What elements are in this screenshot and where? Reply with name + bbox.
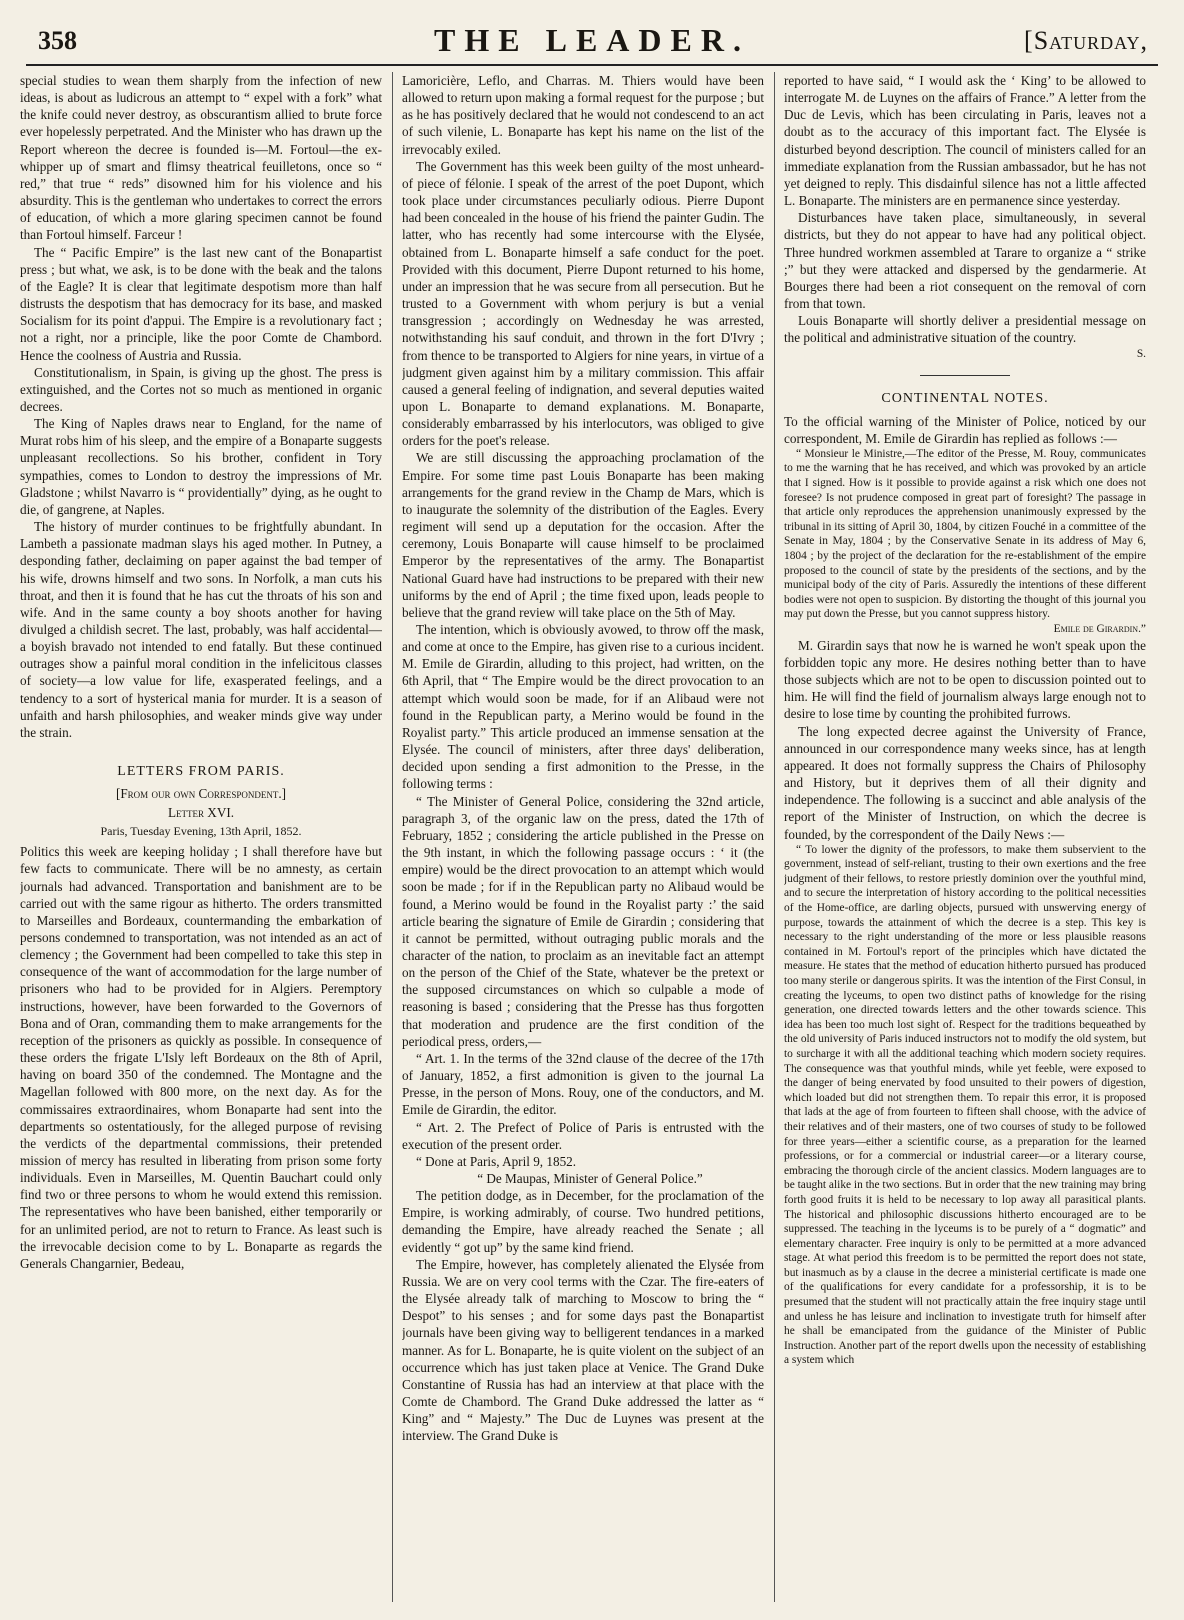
column-3 <box>784 72 1146 1602</box>
paragraph: reported to have said, “ I would ask the ‘ King’ to be allowed to interrogate M. de Luynes on the affairs of France.” A letter from the Duc de Levis, which has been circulating in Paris, leaves not a doubt as to the accuracy of this important fact. The Elysée is disturbed beyond description. The council of ministers called for an immediate explanation from the Russian ambassador, but he has not yet deigned to reply. This disdainful silence has not a little affected L. Bonaparte. The ministers are en permanence since yesterday. <box>784 73 1146 209</box>
paragraph: special studies to wean them sharply from the infection of new ideas, is about as ludicrous an attempt to “ expel with a fork” what the knife could never destroy, as obscurantism allied to brute force ever hopelessly perpetrated. And the Minister who has drawn up the Report whereon the decree is founded is—M. Fortoul—the ex-whipper up of smart and flimsy theatrical feuilletons, once so “ red,” that true “ reds” disowned him for his violence and his absurdity. This is the gentleman who undertakes to correct the errors of education, of which a more glaring specimen cannot be found than Fortoul himself. Farceur ! <box>20 73 382 243</box>
paragraph: The long expected decree against the University of France, announced in our correspondence many weeks since, has at length appeared. It does not formally suppress the Chairs of Philosophy and History, but it deprives them of all their dignity and independence. The following is a succinct and able analysis of the report of the Minister of Instruction, on which the decree is founded, by the correspondent of the Daily News :— <box>784 723 1146 842</box>
column-divider <box>774 72 775 1602</box>
paragraph: The “ Pacific Empire” is the last new cant of the Bonapartist press ; but what, we ask, is to be done with the beak and the talons of the Eagle? It is clear that legitimate despotism more than half distrusts the despotism that has democracy for its base, and masked Socialism for its point d'appui. The Empire is a revolutionary fact ; not a right, nor a principle, like the poor Comte de Chambord. Hence the coolness of Austria and Russia. <box>20 244 382 363</box>
paragraph: Constitutionalism, in Spain, is giving up the ghost. The press is extinguished, and the Cortes not so much as mentioned in organic decrees. <box>20 364 382 414</box>
paragraph: Louis Bonaparte will shortly deliver a presidential message on the political and administrative situation of the country. <box>784 313 1146 346</box>
paragraph: The intention, which is obviously avowed, to throw off the mask, and come at once to the Empire, has given rise to a curious incident. M. Emile de Girardin, alluding to this project, had written, on the 6th April, that “ The Empire would be the direct provocation to an attempt which would soon be made, for if an Alibaud were not found in the Republican party, a Merino would be found in the Royalist party.” This article produced an immense sensation at the Elysée. The council of ministers, after three days' deliberation, decided upon sending a first admonition to the Presse, in the following terms : <box>402 622 764 792</box>
paragraph: The history of murder continues to be frightfully abundant. In Lambeth a passionate madman slays his aged mother. In Putney, a desponding father, declaiming on paper against the bad temper of his wife, drowns himself and two sons. In Norfolk, a man cuts his throat, and then it is found that he has cut the throats of his son and wife. And in the same county a boy shoots another for having divulged a childish secret. The last, probably, was half accidental—a boyish bravado not intended to end fatally. But these continued outrages show a painful moral condition in the infelicitous classes of society—a low value for life, exasperated feelings, and a tendency to a sort of hysterical mania for murder. It is a season of unfaith and harsh philosophies, and weaker minds give way under the strain. <box>20 519 382 740</box>
paragraph: Disturbances have taken place, simultaneously, in several districts, but they do not appear to have had any political object. Three hundred workmen assembled at Tarare to organize a “ strike ;” but they were attacked and dispersed by the gendarmerie. At Bourges there had been a riot consequent on the removal of corn from that town. <box>784 210 1146 312</box>
separator-rule <box>920 375 1010 376</box>
quoted-report: “ To lower the dignity of the professors, to make them subservient to the government, instead of self-reliant, trusting to their own exertions and the free judgment of their fellows, to restore priestly dominion over the youthful mind, and to secure the interpretation of history according to the political necessities of the Home-office, are darling objects, pursued with unswerving energy of purpose, towards the attainment of which the decree is a step. This key is necessary to the right understanding of the more or less plausible reasons contained in M. Fortoul's report of the principles which have dictated the measure. He states that the method of education hitherto pursued has produced too many sterile or dangerous spirits. It was the intention of the First Consul, in creating the lyceums, to open two distinct paths of knowledge for the rising generation, one directed towards letters and the other towards science. This idea has been too much lost sight of. Respect for the traditions bequeathed by the old university of Paris induced instructors not to modify the old system, but to surcharge it with all the additional teaching which modern society requires. The consequence was that youthful minds, while yet feeble, were exposed to the danger of being enervated by food unsuited to their powers of digestion, which loaded but did not strengthen them. To repair this error, it is proposed that lads at the age of from fourteen to fifteen shall choose, with the advice of their relatives and of their masters, one of two courses of study to be followed for three years—either a scientific course, as a preparation for the learned professions, or for a commercial or industrial career—or a literary course, embracing the thorough circle of the ancient classics. Modern languages are to be taught alike in the two sections. But in order that the new training may bring forth good fruits it is held to be necessary to lop away all parasitical plants. The historical and philosophic discussions hitherto encouraged are to be suppressed. The teaching in the lyceums is to be purely of a “ dogmatic” and elementary character. Free inquiry is only to be permitted at a more advanced stage. At what period this freedom is to be permitted the report does not state, but inasmuch as by a clause in the decree a ministerial certificate is made one of the qualifications for every candidate for a professorship, it is to be presumed that the student will not practically attain the free inquiry stage until and unless he has leisure and inclination to investigate truth for himself after he shall be emancipated from the guidance of the Minister of Public Instruction. Another part of the report dwells upon the necessity of establishing a system which <box>784 843 1146 1367</box>
section-subheading: [From our own Correspondent.] <box>115 786 287 802</box>
issue-day: [Saturday, <box>1024 26 1148 55</box>
column-2 <box>402 72 764 1602</box>
paragraph: “ Art. 1. In the terms of the 32nd clause of the decree of the 17th of January, 1852, a first admonition is given to the journal La Presse, in the person of Mons. Rouy, one of the conductors, and M. Emile de Girardin, the editor. <box>402 1050 764 1118</box>
paragraph: M. Girardin says that now he is warned he won't speak upon the forbidden topic any more. He desires nothing better than to have those subjects which are not to be open to discussion pointed out to him. He will find the field of journalism always large enough not to desire to lose time by counting the prohibited furrows. <box>784 637 1146 722</box>
paragraph: Lamoricière, Leflo, and Charras. M. Thiers would have been allowed to return upon making a formal request for the purpose ; but as he has positively declared that he would not condescend to an act of such vilenie, L. Bonaparte has kept his name on the list of the irrevocably exiled. <box>402 73 764 157</box>
paragraph: Politics this week are keeping holiday ; I shall therefore have but few facts to communicate. There will be no amnesty, as certain journals had advanced. Transportation and banishment are to be carried out with the same rigour as hitherto. The orders transmitted to Marseilles and Bordeaux, countermanding the embarkation of persons condemned to transportation, was not intended as an act of clemency ; the Government had been compelled to take this step in consequence of the want of accommodation for the large number of prisoners who had to be provided for in Algiers. Peremptory instructions, however, have been forwarded to the Governors of Bona and of Oran, commanding them to make arrangements for the reception of the prisoners as quickly as possible. In consequence of these orders the frigate L'Isly left Bordeaux on the 8th of April, having on board 350 of the condemned. The Montagne and the Magellan followed with 800 more, on the next day. As for the commissaires extraordinaires, whom Bonaparte had sent into the departments so ostentatiously, for the alleged purpose of revising the verdicts of the departmental commissions, their pretended mission of mercy has resulted in liberating from prison some forty individuals. Even in Marseilles, M. Quentin Bauchart could only find two or three persons to whom he would extend this remission. The representatives who have been banished, either temporarily or for an unlimited period, are not to return to France. As least such is the irrevocable decision come to by L. Bonaparte as regards the Generals Changarnier, Bedeau, <box>20 844 382 1271</box>
paragraph: The Empire, however, has completely alienated the Elysée from Russia. We are on very cool terms with the Czar. The fire-eaters of the Elysée already talk of marching to Moscow to bring the “ Despot” to his senses ; and for some days past the Bonapartist journals have been giving way to belligerent tendances in a marked manner. As for L. Bonaparte, he is quite violent on the subject of an occurrence which has just taken place at Venice. The Grand Duke Constantine of Russia has had an interview at that place with the Comte de Chambord. The Grand Duke addressed the latter as “ King” and “ Majesty.” The Duc de Luynes was present at the interview. The Grand Duke is <box>402 1256 764 1444</box>
paragraph: “ Done at Paris, April 9, 1852. <box>416 1153 577 1169</box>
paragraph: “ De Maupas, Minister of General Police.” <box>477 1171 703 1186</box>
dateline: Paris, Tuesday Evening, 13th April, 1852. <box>100 823 302 838</box>
paragraph: To the official warning of the Minister of Police, noticed by our correspondent, M. Emile de Girardin has replied as follows :— <box>784 413 1146 446</box>
column-1 <box>20 72 382 1602</box>
paragraph: The King of Naples draws near to England, for the name of Murat robs him of his sleep, and the empire of a Bonaparte suggests unpleasant recollections. So his brother, confident in Tory sympathies, comes to London to destroy the impressions of Mr. Gladstone ; whilst Navarro is “ providentially” dying, as he ought to die, of gangrene, at Naples. <box>20 416 382 517</box>
paragraph: “ Art. 2. The Prefect of Police of Paris is entrusted with the execution of the present order. <box>402 1119 764 1152</box>
newspaper-title: THE LEADER. <box>434 22 750 58</box>
signature: S. <box>1136 347 1146 360</box>
paragraph: The Government has this week been guilty of the most unheard-of piece of félonie. I speak of the arrest of the poet Dupont, which took place under circumstances peculiarly odious. Pierre Dupont had been concealed in the house of his friend the painter Gudin. The latter, who has recently had some intercourse with the Elysée, obtained from L. Bonaparte himself a safe conduct for the poet. Provided with this document, Pierre Dupont returned to his home, under an impression that he was secure from all persecution. But he trusted to a Government with whom perjury is but a venial transgression ; accordingly on Wednesday he was arrested, notwithstanding his sauf conduit, and thrown in the fort D'Ivry ; from thence to be transported to Algiers for nine years, in virtue of a judgment given against him by a military commission. This affair caused a general feeling of indignation, and several deputies waited upon L. Bonaparte to demand explanations. M. Bonaparte, considerably embarrassed by his interlocutors, was obliged to give orders for the poet's release. <box>402 158 764 449</box>
letter-signature: Emile de Girardin.” <box>1053 622 1146 635</box>
quoted-letter: “ Monsieur le Ministre,—The editor of the Presse, M. Rouy, communicates to me the warning that he has received, and which was provoked by an article that I signed. How is it possible to provide against a risk which one does not foresee? Is not prudence composed in great part of foresight? The passage in that article only reproduces the apprehension unanimously expressed by the tribunal in its sitting of April 30, 1804, by citizen Fouché in a committee of the Senate in May, 1804 ; by the Conservative Senate in its address of May 6, 1804 ; by the project of the declaration for the re-establishment of the empire proposed to the council of state by the presidents of the sections, and by the municipal body of the city of Paris. Assuredly the intentions of these different bodies were not open to suspicion. By distorting the thought of this journal you may put down the Presse, but you cannot suppress history. <box>784 447 1146 621</box>
paragraph: We are still discussing the approaching proclamation of the Empire. For some time past Louis Bonaparte has been making arrangements for the grand review in the Champ de Mars, which is to inaugurate the solemnity of the distribution of the Eagles. Every regiment will send up a deputation for the occasion. After the ceremony, Louis Bonaparte will cause himself to be proclaimed Emperor by the representatives of the army. The Bonapartist National Guard have had instructions to be prepared with their new uniforms by the end of April ; the time fixed upon, leads people to believe that the grand review will take place on the 5th of May. <box>402 450 764 620</box>
column-divider <box>392 72 393 1602</box>
paragraph: The petition dodge, as in December, for the proclamation of the Empire, is working admirably, of course. Two hundred petitions, demanding the Empire, have already reached the Senate ; all evidently “ got up” by the same kind friend. <box>402 1188 764 1255</box>
masthead <box>26 20 1158 66</box>
paragraph: “ The Minister of General Police, considering the 32nd article, paragraph 3, of the organic law on the press, dated the 17th of February, 1852 ; considering the article published in the Presse on the 9th instant, in which the following passage occurs : ‘ it (the empire) would be the direct provocation to an attempt which would soon be made ; for if in the Republican party no Alibaud would be found, a Merino would be found in the Royalist party :’ the said article bearing the signature of Emile de Girardin ; considering that it cannot be permitted, without outraging public morals and the character of the nation, to proclaim as an inevitable fact an attempt on the person of the Chief of the State, whatever be the pretext or the supposed circumstances on which so culpable a mode of reasoning is based ; considering that the Presse has thus forgotten that moderation and prudence are the first condition of the periodical press, orders,— <box>402 793 764 1049</box>
section-heading: CONTINENTAL NOTES. <box>881 391 1049 407</box>
section-heading: LETTERS FROM PARIS. <box>117 764 285 780</box>
page-number: 358 <box>38 26 77 55</box>
letter-number: Letter XVI. <box>167 805 235 821</box>
